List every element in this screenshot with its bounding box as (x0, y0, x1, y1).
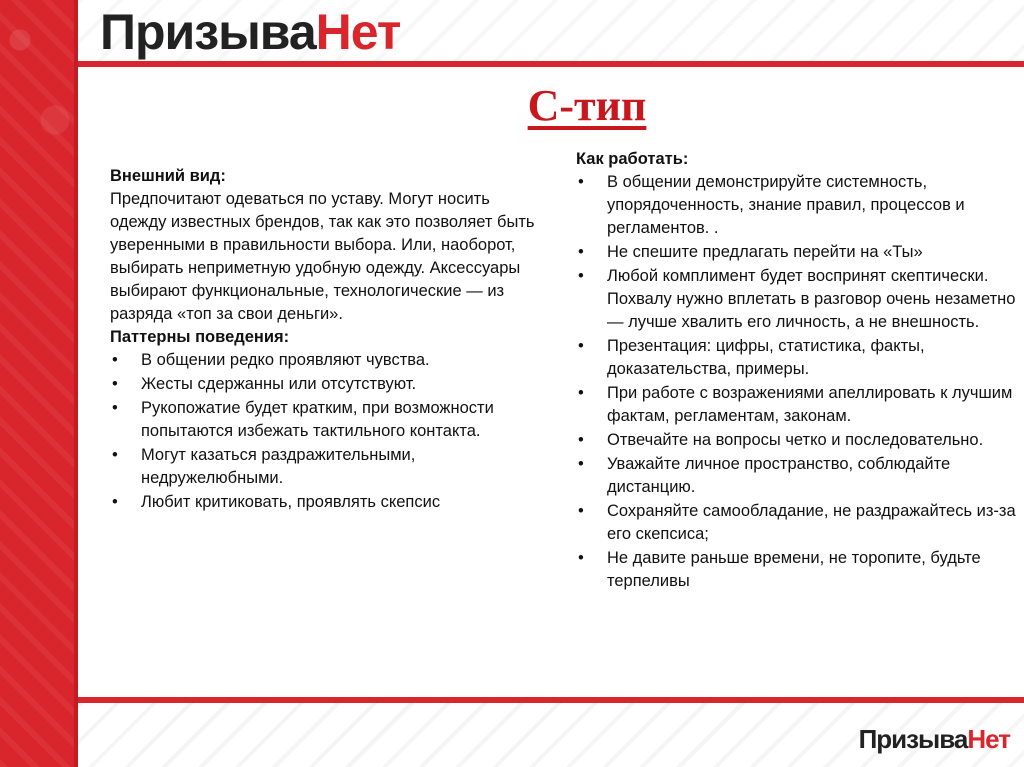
list-item (576, 382, 1016, 428)
bullet-dot: • (578, 173, 584, 191)
left-column (110, 165, 540, 515)
bullet-dot: • (578, 431, 584, 449)
bullet-dot: • (112, 351, 118, 369)
appearance-text: Предпочитают одеваться по уставу. Могут носить одежду известных брендов, так как это позволяет быть уверенными в правильности выбора. Или, наоборот, выбирать неприметную удобную одежду. Аксессуары выбирают функциональные, технологические — из разряда «топ за свои деньги». (110, 190, 535, 323)
bullet-dot: • (578, 337, 584, 355)
list-item (576, 429, 1016, 452)
bullet-dot: • (112, 493, 118, 511)
brand-logo-footer (859, 724, 1010, 754)
bullet-dot: • (112, 375, 118, 393)
list-item-text: Любой комплимент будет воспринят скептически. Похвалу нужно вплетать в разговор очень незаметно — лучше хвалить его личность, а не внешность. (607, 267, 1016, 331)
brand-logo-part2: Нет (967, 724, 1010, 754)
list-item-text: Отвечайте на вопросы четко и последовательно. (607, 431, 984, 449)
bullet-dot: • (578, 502, 584, 520)
list-item-text: При работе с возражениями апеллировать к лучшим фактам, регламентам, законам. (607, 384, 1013, 425)
bullet-dot: • (578, 455, 584, 473)
list-item-text: В общении демонстрируйте системность, упорядоченность, знание правил, процессов и регламентов. . (607, 173, 965, 237)
list-item-text: Рукопожатие будет кратким, при возможности попытаются избежать тактильного контакта. (141, 399, 494, 440)
patterns-heading: Паттерны поведения: (110, 328, 290, 346)
list-item-text: Жесты сдержанны или отсутствуют. (141, 375, 417, 393)
slide-title: С-тип (527, 81, 647, 130)
list-item (110, 373, 540, 396)
list-item-text: Не давите раньше времени, не торопите, будьте терпеливы (607, 549, 981, 590)
header-red-rule (78, 61, 1024, 67)
right-column (576, 148, 1016, 594)
brand-logo-header (100, 4, 400, 60)
bullet-dot: • (578, 384, 584, 402)
list-item-text: В общении редко проявляют чувства. (141, 351, 430, 369)
bullet-dot: • (112, 446, 118, 464)
appearance-heading: Внешний вид: (110, 167, 226, 185)
list-item-text: Сохраняйте самообладание, не раздражайтесь из-за его скепсиса; (607, 502, 1016, 543)
list-item-text: Презентация: цифры, статистика, факты, доказательства, примеры. (607, 337, 925, 378)
list-item (576, 335, 1016, 381)
list-item-text: Любит критиковать, проявлять скепсис (141, 493, 441, 511)
tips-list (576, 171, 1016, 593)
list-item (576, 547, 1016, 593)
brand-logo-part1: Призыва (100, 4, 316, 60)
list-item-text: Уважайте личное пространство, соблюдайте дистанцию. (607, 455, 951, 496)
list-item (576, 171, 1016, 240)
list-item (110, 349, 540, 372)
list-item-text: Не спешите предлагать перейти на «Ты» (607, 243, 923, 261)
bullet-dot: • (578, 243, 584, 261)
patterns-list (110, 349, 540, 514)
list-item (110, 444, 540, 490)
brand-logo-part2: Нет (315, 4, 401, 60)
list-item-text: Могут казаться раздражительными, недружелюбными. (141, 446, 416, 487)
bullet-dot: • (578, 267, 584, 285)
bullet-dot: • (578, 549, 584, 567)
list-item (576, 241, 1016, 264)
list-item (576, 265, 1016, 334)
brand-logo-part1: Призыва (858, 724, 968, 754)
list-item (576, 500, 1016, 546)
how-to-work-heading: Как работать: (576, 150, 689, 168)
bullet-dot: • (112, 399, 118, 417)
list-item (110, 491, 540, 514)
list-item (110, 397, 540, 443)
list-item (576, 453, 1016, 499)
